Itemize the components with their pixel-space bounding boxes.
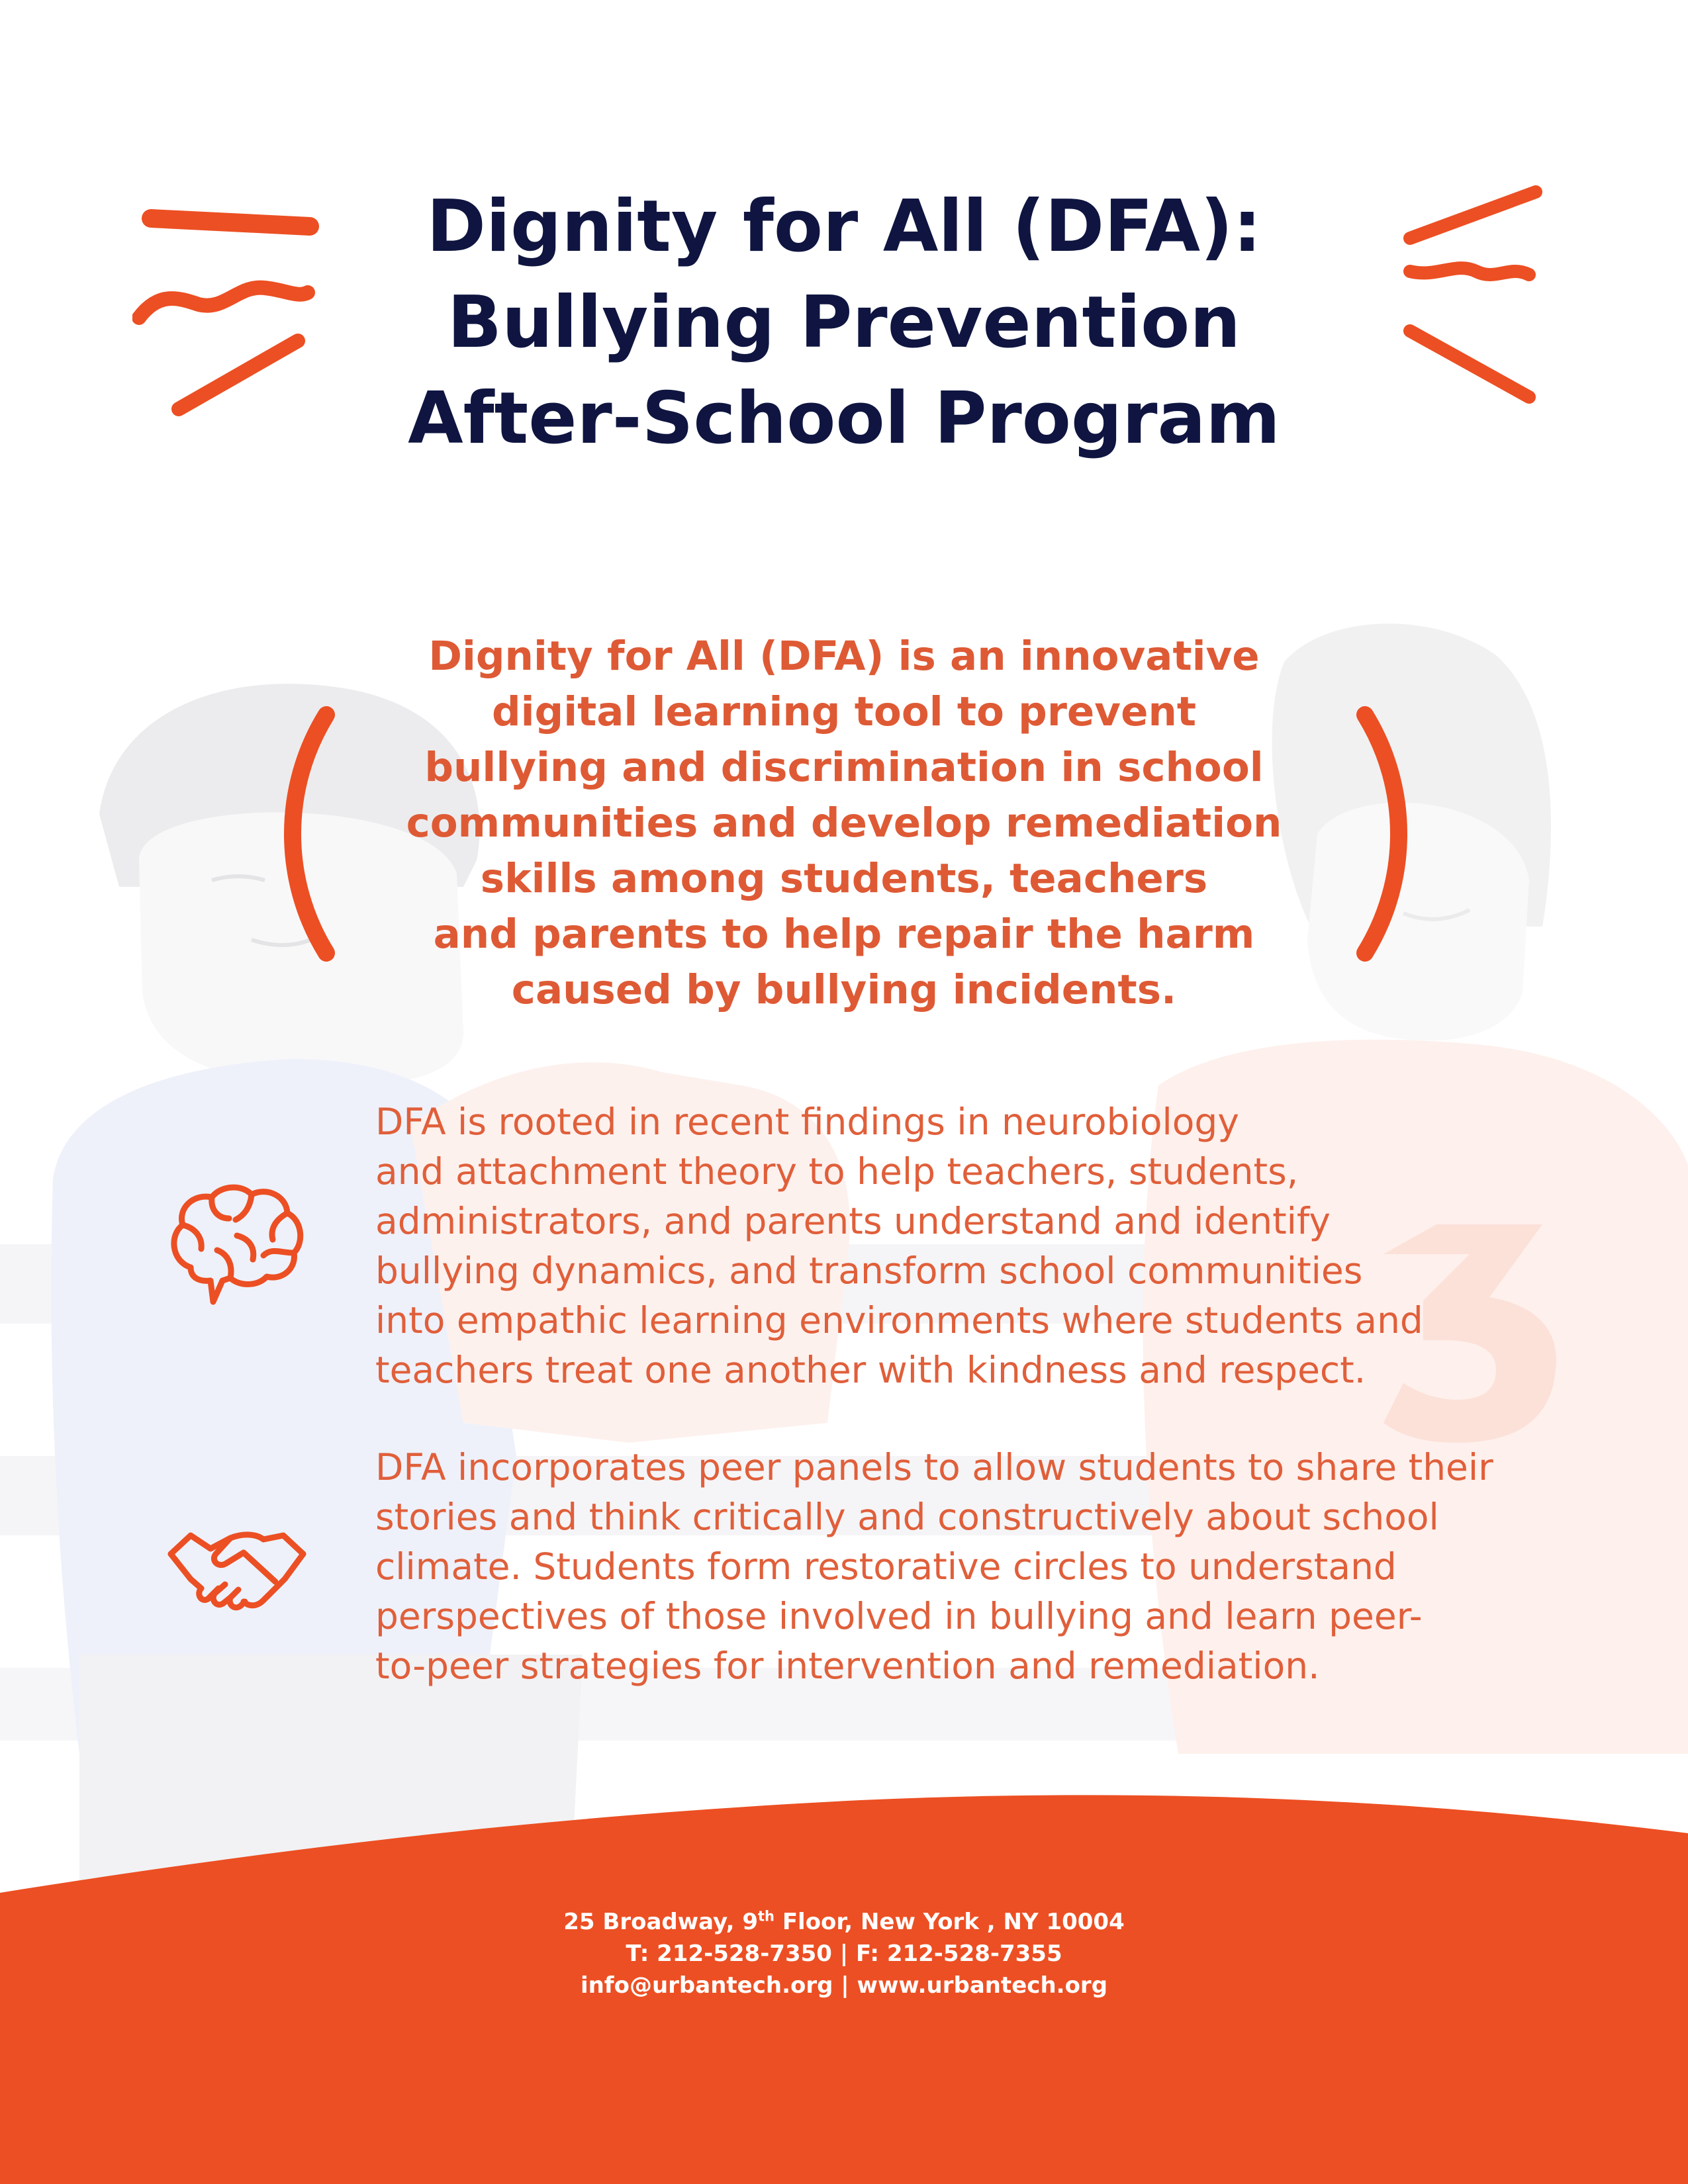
feature-line: DFA is rooted in recent findings in neurobiology xyxy=(375,1101,1239,1143)
intro-line: communities and develop remediation xyxy=(406,799,1282,846)
address-street: 25 Broadway, 9 xyxy=(563,1909,758,1935)
intro-line: skills among students, teachers xyxy=(480,855,1208,902)
feature-line: bullying dynamics, and transform school communities xyxy=(375,1250,1363,1292)
feature-line: into empathic learning environments where students and xyxy=(375,1299,1423,1342)
title-line: Bullying Prevention xyxy=(447,281,1241,364)
feature-line: DFA incorporates peer panels to allow students to share their xyxy=(375,1446,1493,1488)
title-line: After-School Program xyxy=(408,377,1280,460)
right-brush-strokes xyxy=(1397,179,1569,410)
right-bracket xyxy=(1344,702,1417,966)
footer-address xyxy=(0,1906,1688,1938)
feature-peer-panels xyxy=(375,1443,1587,1691)
left-brush-strokes xyxy=(132,199,331,430)
handshake-icon xyxy=(164,1516,310,1621)
feature-line: and attachment theory to help teachers, students, xyxy=(375,1150,1299,1193)
feature-line: perspectives of those involved in bullying and learn peer- xyxy=(375,1595,1423,1637)
intro-line: Dignity for All (DFA) is an innovative xyxy=(428,633,1260,680)
title-line: Dignity for All (DFA): xyxy=(426,185,1262,268)
feature-neurobiology xyxy=(375,1097,1587,1395)
left-bracket xyxy=(275,702,348,966)
intro-line: digital learning tool to prevent xyxy=(491,688,1197,735)
feature-line: stories and think critically and constructively about school xyxy=(375,1496,1439,1538)
intro-line: caused by bullying incidents. xyxy=(511,966,1177,1013)
footer-contact xyxy=(0,1906,1688,2001)
footer-phones: T: 212-528-7350 | F: 212-528-7355 xyxy=(626,1940,1062,1967)
feature-line: climate. Students form restorative circles to understand xyxy=(375,1545,1397,1588)
feature-line: administrators, and parents understand and identify xyxy=(375,1200,1331,1242)
address-ordinal: th xyxy=(757,1908,774,1925)
address-city: Floor, New York , NY 10004 xyxy=(774,1909,1125,1935)
feature-line: teachers treat one another with kindness and respect. xyxy=(375,1349,1366,1391)
intro-line: and parents to help repair the harm xyxy=(433,911,1255,958)
feature-line: to-peer strategies for intervention and remediation. xyxy=(375,1645,1320,1687)
intro-line: bullying and discrimination in school xyxy=(424,744,1264,791)
intro-statement xyxy=(371,629,1317,1018)
brain-icon xyxy=(164,1181,310,1307)
footer-web[interactable]: info@urbantech.org | www.urbantech.org xyxy=(580,1972,1108,1999)
